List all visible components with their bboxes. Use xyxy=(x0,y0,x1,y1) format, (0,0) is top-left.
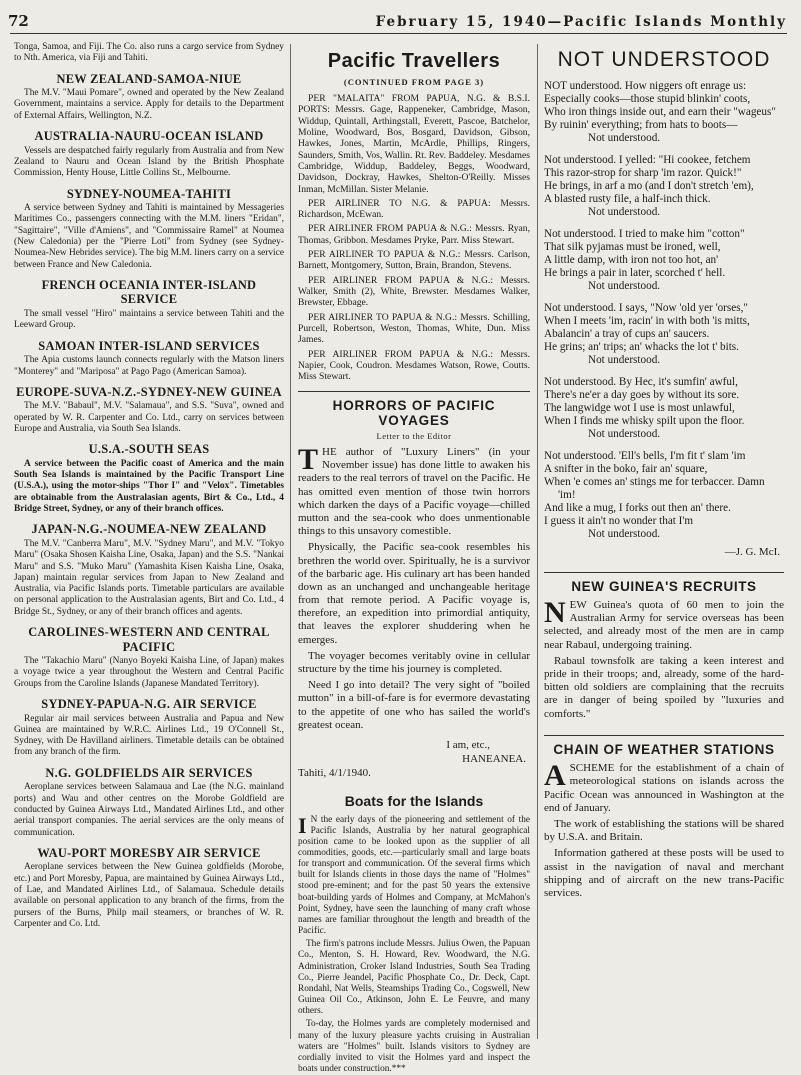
drop-cap: N xyxy=(544,596,566,629)
service-description: Aeroplane services between Salamaua and Lae (the N.G. mainland ports) and Wau and other centres on the Morobe Goldfield are conducted by Guinea Airways Ltd., Mandated Airlines Ltd., and other aerial transport companies. The aerial services are the only means of communication. xyxy=(14,782,284,838)
poem-stanza xyxy=(544,376,784,441)
poem-refrain: Not understood. xyxy=(588,131,661,144)
recruits-title: NEW GUINEA'S RECRUITS xyxy=(571,579,757,594)
poem-line: Not understood. I yelled: "Hi cookee, fetchem xyxy=(544,153,751,166)
service-title: SYDNEY-PAPUA-N.G. AIR SERVICE xyxy=(41,697,257,711)
traveller-entry: PER "MALAITA" FROM PAPUA, N.G. & B.S.I. PORTS: Messrs. Gage, Rappeneker, Cambridge, Mason, Widdup, Quintall, Arthingstall, Everett, Pascoe, Batchelor, Moline, Woodward, Bos, Bosgard, Davidson, Gibson, Hawkes, Jones, Martin, McArdle, Phillips, Ringers, Saunders, Smith, Vos, Wallin. Rt. Rev. Baddeley. Mesdames Cambridge, Widdup, Baddeley, Beggs, Woodward, Davidson, Dockray, Hawkes, Shelton-O'Reilly. Misses Inman, McMillan. Sister Melanie. xyxy=(298,93,530,195)
poem-refrain: Not understood. xyxy=(588,353,661,366)
traveller-list xyxy=(298,93,530,383)
traveller-entry: PER AIRLINER FROM PAPUA & N.G.: Messrs. Napier, Cook, Coudron. Mesdames Watson, Rowe, Coutts. Miss Stewart. xyxy=(298,348,530,383)
service-description: The "Takachio Maru" (Nanyo Boyeki Kaisha Line, of Japan) makes a voyage twice a year throughout the Western and Central Pacific Groups from the Caroline Islands (Japanese Mandated Territory). xyxy=(14,656,284,689)
service-sections xyxy=(14,72,284,931)
recruits-paragraph: EW Guinea's quota of 60 men to join the Australian Army for service overseas has been selected, and already most of the men are in camp near Rabaul, undergoing training. xyxy=(544,599,784,651)
drop-cap: T xyxy=(298,443,319,476)
service-title: CAROLINES-WESTERN AND CENTRAL PACIFIC xyxy=(28,624,270,654)
service-title: NEW ZEALAND-SAMOA-NIUE xyxy=(56,71,242,86)
service-description: Regular air mail services between Australia and Papua and New Guinea are maintained by W.R.C. Airlines Ltd., 19 O'Connell St., Sydney, with De Havilland airliners. Timetable details can be obtained from any branch of the firm. xyxy=(14,713,284,758)
poem-line: When I meets 'im, racin' in with both 'is mitts, xyxy=(544,314,750,327)
page-header xyxy=(10,8,787,34)
poem-line: There's ne'er a day goes by without its sore. xyxy=(544,388,740,401)
traveller-entry: PER AIRLINER FROM PAPUA & N.G.: Messrs. Ryan, Thomas, Gribbon. Mesdames Pryke, Parr. Miss Stewart. xyxy=(298,223,530,246)
service-description: The M.V. "Canberra Maru", M.V. "Sydney Maru", and M.V. "Tokyo Maru" (Osaka Shosen Kaisha Line, Osaka, Japan) and the S.S. "Nankai Maru" and S.S. "Muko Maru" (Yamashita Kisen Kaisha Line, Osaka, Japan) maintain regular services from Japan to New Zealand and Australia, via Pacific Islands ports. Timetable particulars are available on personal application to the Australasian agents, Birt and Co. Ltd., 4 Bridge St., Sydney, or any of their branch offices and agents. xyxy=(14,538,284,617)
poem-line: A snifter in the boko, fair an' square, xyxy=(544,462,708,475)
poem-line: I guess it ain't no wonder that I'm xyxy=(544,514,694,527)
letter-signature: HANEANEA. xyxy=(462,753,526,766)
poem-line: He brings a pair in later, scorched t' hell. xyxy=(544,266,726,279)
service-title: AUSTRALIA-NAURU-OCEAN ISLAND xyxy=(34,129,264,144)
traveller-entry: PER AIRLINER TO N.G. & PAPUA: Messrs. Richardson, McEwan. xyxy=(298,197,530,221)
horrors-paragraph: Physically, the Pacific sea-cook resembles his brethren the world over. Spiritually, he is a survivor of the barbaric age. His culinary art has been handed down as an unchanged and unchangeable heritage from that remote period. A Pacific voyage is, therefore, an expedition into primordial antiquity, that leaves the explorer shuddering when he emerges. xyxy=(298,541,530,646)
service-title: U.S.A.-SOUTH SEAS xyxy=(88,442,210,457)
poem-signature: —J. G. McI. xyxy=(724,545,780,558)
horrors-title: HORRORS OF PACIFIC VOYAGES xyxy=(332,398,496,428)
pacific-travellers-title: Pacific Travellers xyxy=(327,50,501,72)
weather-paragraph: The work of establishing the stations will be shared by U.S.A. and Britain. xyxy=(544,817,784,844)
service-title: SYDNEY-NOUMEA-TAHITI xyxy=(66,186,232,201)
weather-title: CHAIN OF WEATHER STATIONS xyxy=(553,742,775,758)
traveller-entry: PER AIRLINER FROM PAPUA & N.G.: Messrs. Walker, Smith (2), White, Brewster. Mesdames Walker, Brewster, Ebbage. xyxy=(298,274,530,309)
poem-line: Especially cooks—those stupid blinkin' coots, xyxy=(544,92,751,105)
pacific-travellers-subtitle: (CONTINUED FROM PAGE 3) xyxy=(343,77,485,87)
service-description: The M.V. "Babaul", M.V. "Salamaua", and S.S. "Suva", owned and operated by W. R. Carpenter and Co. Ltd., carry on services between Europe and Australia, via South Sea Islands. xyxy=(14,401,284,434)
horrors-paragraph: Need I go into detail? The very sight of "boiled mutton" in a bill-of-fare is for evermore devastating to the appetite of one who has sailed the world's greatest ocean. xyxy=(298,679,530,731)
poem-line: A little damp, with iron not too hot, an' xyxy=(544,253,719,266)
poem-line: Not understood. 'Ell's bells, I'm fit t' slam 'im xyxy=(544,449,746,462)
poem-line: That silk pyjamas must be ironed, well, xyxy=(544,240,721,253)
boats-title: Boats for the Islands xyxy=(344,792,484,809)
poem-line: A blasted rusty file, a half-inch thick. xyxy=(544,192,711,205)
recruits-article xyxy=(544,596,784,721)
recruits-paragraph: Rabaul townsfolk are taking a keen interest and pride in their troops; and, already, some of the hard-bitten old soldiers are complaining that the recruits are in danger of being spoiled by "luxuries and comforts." xyxy=(544,654,784,720)
section-rule xyxy=(544,735,784,737)
page-number: 72 xyxy=(8,12,29,30)
column-rule xyxy=(537,44,538,1039)
poem-refrain: Not understood. xyxy=(588,427,661,440)
service-title: SAMOAN INTER-ISLAND SERVICES xyxy=(38,338,260,353)
service-description: The M.V. "Maui Pomare", owned and operated by the New Zealand Government, maintains a service. Apply for details to the Department of External Affairs, Wellington, N.Z. xyxy=(14,88,284,121)
poem-line: When 'e comes an' stings me for terbaccer. Damn 'im! xyxy=(544,475,765,501)
service-title: FRENCH OCEANIA INTER-ISLAND SERVICE xyxy=(41,277,257,307)
poem-refrain: Not understood. xyxy=(588,279,661,292)
service-description: The Apia customs launch connects regularly with the Matson liners "Monterey" and "Mariposa" at Pago Pago (American Samoa). xyxy=(14,355,284,377)
poem-line: By ruinin' everything; from hats to boots— xyxy=(544,118,738,131)
horrors-subtitle: Letter to the Editor xyxy=(376,431,452,441)
intro-text: Tonga, Samoa, and Fiji. The Co. also runs a cargo service from Sydney to Nth. America, via Fiji and Tahiti. xyxy=(14,42,284,64)
traveller-entry: PER AIRLINER TO PAPUA & N.G.: Messrs. Carlson, Barnett, Montgomery, Sutton, Brain, Brandon, Stevens. xyxy=(298,249,530,272)
service-title: EUROPE-SUVA-N.Z.-SYDNEY-NEW GUINEA xyxy=(16,384,282,399)
poem-refrain: Not understood. xyxy=(588,205,661,218)
weather-article xyxy=(544,759,784,900)
poem-line: Not understood. By Hec, it's sumfin' awful, xyxy=(544,375,738,388)
poem-line: He brings, in arf a mo (and I don't stretch 'em), xyxy=(544,179,754,192)
poem-stanza xyxy=(544,154,784,219)
poem-refrain: Not understood. xyxy=(588,527,661,540)
traveller-entry: PER AIRLINER TO PAPUA & N.G.: Messrs. Schilling, Purcell, Robertson, Weston, Thomas, White, Dun. Miss James. xyxy=(298,311,530,346)
poem-line: Not understood. I says, "Now 'old yer 'orses," xyxy=(544,301,748,314)
poem-line: He grins; an' trips; an' whacks the lot t' bits. xyxy=(544,340,739,353)
poem-stanza xyxy=(544,228,784,293)
service-description: A service between the Pacific coast of America and the main South Sea Islands is maintained by the Pacific Transport Line (U.S.A.), using the motor-ships "Thor I" and "Velox". Timetables are obtainable from the Australasian agents, Birt & Co., Ltd., 4 Bridge Street, Sydney, or any of their branch offices. xyxy=(14,458,284,515)
poem-stanza xyxy=(544,450,784,541)
poem-line: Who iron things inside out, and earn their "wageus" xyxy=(544,105,776,118)
boats-article xyxy=(298,812,530,1075)
shipping-services-column xyxy=(14,42,284,1041)
service-description: Vessels are despatched fairly regularly from Australia and from New Zealand to Nauru and Ocean Island by the British Phosphate Commission, Henty House, Little Collins St., Melbourne. xyxy=(14,145,284,179)
middle-column xyxy=(298,42,530,1074)
poem-line: When I finds me whisky spilt upon the floor. xyxy=(544,414,745,427)
poem xyxy=(544,80,784,541)
drop-cap: A xyxy=(544,759,566,793)
section-rule xyxy=(298,391,530,393)
poem-line: And like a mug, I forks out then an' there. xyxy=(544,501,731,514)
poem-title: NOT UNDERSTOOD xyxy=(557,48,771,71)
service-title: N.G. GOLDFIELDS AIR SERVICES xyxy=(45,765,253,780)
poem-line: Abalancin' a tray of cups an' saucers. xyxy=(544,327,710,340)
poem-stanza xyxy=(544,80,784,145)
service-description: The small vessel "Hiro" maintains a service between Tahiti and the Leeward Group. xyxy=(14,309,284,331)
boats-paragraph: To-day, the Holmes yards are completely modernised and many of the luxury pleasure yachts cruising in Australian waters are "Holmes" built. Islands visitors to Sydney are cordially invited to visit the Holmes yard and inspect the boats under construction.*** xyxy=(298,1019,530,1074)
boats-paragraph: N the early days of the pioneering and settlement of the Pacific Islands, Australia by her natural geographical position came to be looked upon as the supplier of all commodities, goods, etc.—particularly small and large boats for transport and communication. Of the several firms which built for Islands clients in those days the name of "Holmes" stood pre-eminent; and for the past 50 years the extensive boat-building yards of Holmes and Company, at McMahon's Point, Sydney, have seen the launching of many craft whose names are familiar throughout the length and breadth of the Pacific. xyxy=(298,814,530,937)
horrors-letter xyxy=(298,443,530,732)
weather-paragraph: SCHEME for the establishment of a chain of meteorological stations on islands across the Pacific Ocean was announced in Washington at the end of January. xyxy=(544,762,784,814)
horrors-paragraph: HE author of "Luxury Liners" (in your November issue) has done little to awaken his readers to the real terrors of travel on the Pacific. He has omitted even mention of those twin horrors which darken the days of a Pacific voyage—chilled mutton and the sea-cook who does unmentionable things to this unsavory comestible. xyxy=(298,446,530,538)
service-description: A service between Sydney and Tahiti is maintained by Messageries Maritimes Co., passengers connecting with the M.M. liners "Eridan", "Sagittaire", "Ville d'Amiens", and "Commissaire Ramel" at Noumea (New Caledonia) per the "Pierre Loti" from Sydney (see Sydney-Noumea-New Hebrides service). The big M.M. liners carry on a service between France and New Caledonia. xyxy=(14,203,284,270)
poem-line: The langwidge wot I use is most unlawful, xyxy=(544,401,735,414)
service-title: JAPAN-N.G.-NOUMEA-NEW ZEALAND xyxy=(31,522,267,537)
boats-paragraph: The firm's patrons include Messrs. Julius Owen, the Papuan Co., Menton, S. H. Howard, Rev. Woodward, the N.G. Administration, Croker Island Industries, South Sea Trading Co., Pierre Jeandel, Pacific Phosphate Co., Dr. Deck, Capt. Rondahl, Nat Wells, Steamships Trading Co., Cogswell, New Guinea Oil Co., Atkinson, John E. Le Feuvre, and many others. xyxy=(298,939,530,1017)
letter-place-date: Tahiti, 4/1/1940. xyxy=(298,766,371,779)
horrors-paragraph: The voyager becomes veritably ovine in cellular structure by the time his journey is completed. xyxy=(298,649,530,675)
column-rule xyxy=(290,44,291,1039)
weather-paragraph: Information gathered at these posts will be used to assist in the navigation of naval and merchant shipping and of aircraft on the new trans-Pacific services. xyxy=(544,847,784,899)
poem-line: Not understood. I tried to make him "cotton" xyxy=(544,227,745,240)
running-head: February 15, 1940—Pacific Islands Monthly xyxy=(375,14,787,30)
right-column xyxy=(544,42,784,1041)
service-title: WAU-PORT MORESBY AIR SERVICE xyxy=(37,845,261,860)
poem-line: This razor-strop for sharp 'im razor. Quick!" xyxy=(544,166,742,179)
section-rule xyxy=(544,572,784,574)
drop-cap: I xyxy=(298,812,307,838)
service-description: Aeroplane services between the New Guinea goldfields (Morobe, etc.) and Port Moresby, Papua, are maintained by Guinea Airways Ltd., of Lae, and Mandated Airlines Ltd., of Salamaua. Schedule details available on personal application to any branch of the firms, from the pursers of the Burns, Philp mail steamers, or branches of W. R. Carpenter and Co. Ltd. xyxy=(14,862,284,929)
poem-stanza xyxy=(544,302,784,367)
poem-line: NOT understood. How niggers oft enrage us: xyxy=(544,80,747,92)
letter-signoff: I am, etc., xyxy=(446,738,490,751)
